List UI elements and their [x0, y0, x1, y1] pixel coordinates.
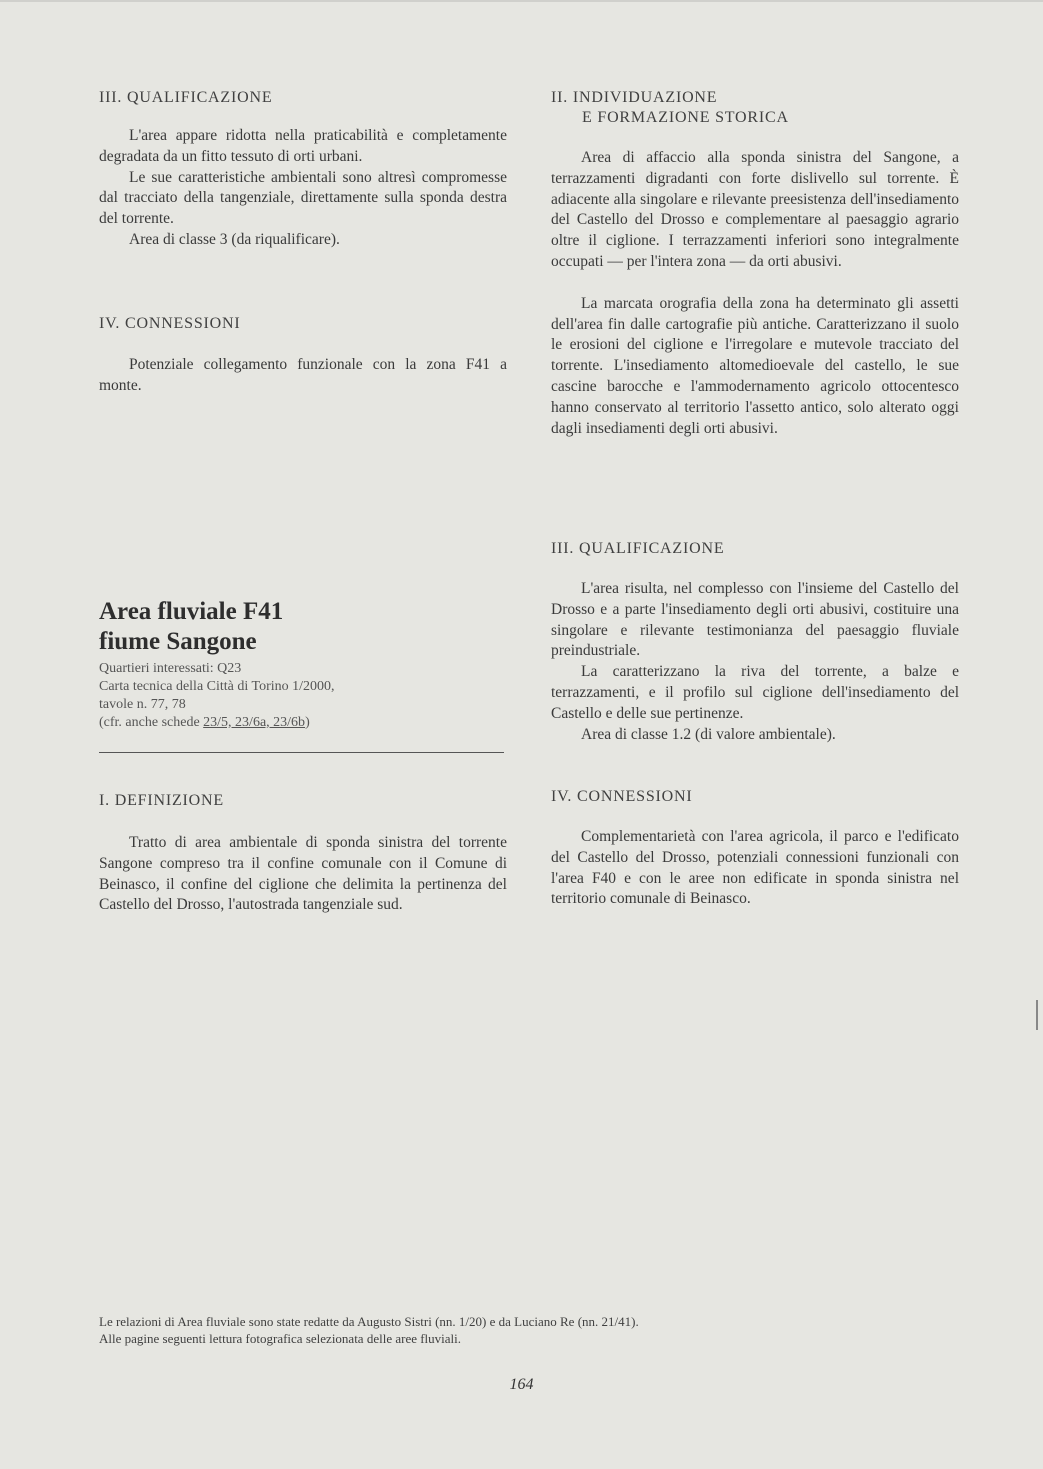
left-qualificazione-para-1: L'area appare ridotta nella praticabilità e completamente degradata da un fitto tessuto di orti urbani. — [99, 127, 507, 165]
right-connessioni-para: Complementarietà con l'area agricola, il parco e l'edificato del Castello del Drosso, potenziali connessioni funzionali con l'area F40 e con le aree non edificate in sponda sinistra nel territorio comunale di Beinasco. — [551, 828, 959, 908]
left-qualificazione-heading: III. QUALIFICAZIONE — [99, 89, 273, 106]
area-title-block — [99, 597, 507, 732]
individuazione-para-2: La marcata orografia della zona ha determinato gli assetti dell'area fin dalle cartografie più antiche. Caratterizzano il suolo le erosioni del ciglione e l'irregolare e mutevole tracciato del torrente. L'insediamento altomedioevale del castello, le sue cascine barocche e l'ammodernamento agricolo ottocentesco hanno conservato al territorio l'assetto antico, solo alterato oggi dagli insediamenti degli orti abusivi. — [551, 294, 959, 437]
page-edge-mark — [1036, 1000, 1038, 1030]
cfr-suffix: ) — [305, 715, 310, 730]
right-connessioni-section — [551, 787, 959, 910]
page-top-edge — [0, 0, 1043, 2]
individuazione-heading-line-1: II. INDIVIDUAZIONE — [551, 89, 718, 106]
area-title-line-1: Area fluviale F41 — [99, 598, 284, 625]
left-connessioni-heading: IV. CONNESSIONI — [99, 315, 241, 332]
page-number: 164 — [509, 1376, 534, 1393]
footnote-line-2: Alle pagine seguenti lettura fotografica selezionata delle aree fluviali. — [99, 1331, 462, 1346]
footnote-line-1: Le relazioni di Area fluviale sono state redatte da Augusto Sistri (nn. 1/20) e da Luciano Re (nn. 21/41). — [99, 1314, 639, 1329]
individuazione-section — [551, 88, 959, 439]
cfr-prefix: (cfr. anche schede — [99, 715, 200, 730]
right-qualificazione-heading: III. QUALIFICAZIONE — [551, 540, 725, 557]
right-qualificazione-para-1: L'area risulta, nel complesso con l'insieme del Castello del Drosso e a parte l'insediamento degli orti abusivi, costituire una singolare e rilevante testimonianza del paesaggio fluviale preindustriale. — [551, 580, 959, 660]
cfr-line — [99, 714, 507, 732]
right-qualificazione-section — [551, 539, 959, 745]
left-qualificazione-para-2: Le sue caratteristiche ambientali sono altresì compromesse dal tracciato della tangenziale, direttamente sulla sponda destra del torrente. — [99, 168, 507, 228]
left-qualificazione-para-3: Area di classe 3 (da riqualificare). — [129, 230, 340, 248]
individuazione-para-1: Area di affaccio alla sponda sinistra del Sangone, a terrazzamenti digradanti con forte dislivello sul torrente. È adiacente alla singolare e rilevante preesistenza dell'insediamento del Castello del Drosso e complementare al paesaggio agrario oltre il ciglione. I terrazzamenti inferiori sono integralmente occupati — per l'intera zona — da orti abusivi. — [551, 149, 959, 270]
definizione-para: Tratto di area ambientale di sponda sinistra del torrente Sangone compreso tra il confine comunale con il Comune di Beinasco, il confine del ciglione che delimita la pertinenza del Castello del Drosso, l'autostrada tangenziale sud. — [99, 834, 507, 914]
section-divider — [99, 752, 504, 753]
definizione-section — [99, 791, 507, 916]
right-qualificazione-para-3: Area di classe 1.2 (di valore ambientale). — [581, 725, 836, 743]
footnote — [99, 1313, 819, 1347]
left-qualificazione-section — [99, 88, 507, 251]
area-title-line-2: fiume Sangone — [99, 628, 257, 655]
right-connessioni-heading: IV. CONNESSIONI — [551, 788, 693, 805]
cfr-schede-links[interactable]: 23/5, 23/6a, 23/6b — [203, 715, 306, 730]
definizione-heading: I. DEFINIZIONE — [99, 792, 224, 809]
individuazione-heading-line-2: E FORMAZIONE STORICA — [582, 109, 789, 126]
quartieri-text: Quartieri interessati: Q23 — [99, 661, 242, 676]
left-connessioni-section — [99, 314, 507, 397]
left-connessioni-para: Potenziale collegamento funzionale con la zona F41 a monte. — [99, 356, 507, 394]
carta-tecnica-line-2: tavole n. 77, 78 — [99, 697, 186, 712]
carta-tecnica-line-1: Carta tecnica della Città di Torino 1/2000, — [99, 679, 335, 694]
right-qualificazione-para-2: La caratterizzano la riva del torrente, a balze e terrazzamenti, e il profilo sul ciglione dell'insediamento del Castello e delle sue pertinenze. — [551, 663, 959, 722]
